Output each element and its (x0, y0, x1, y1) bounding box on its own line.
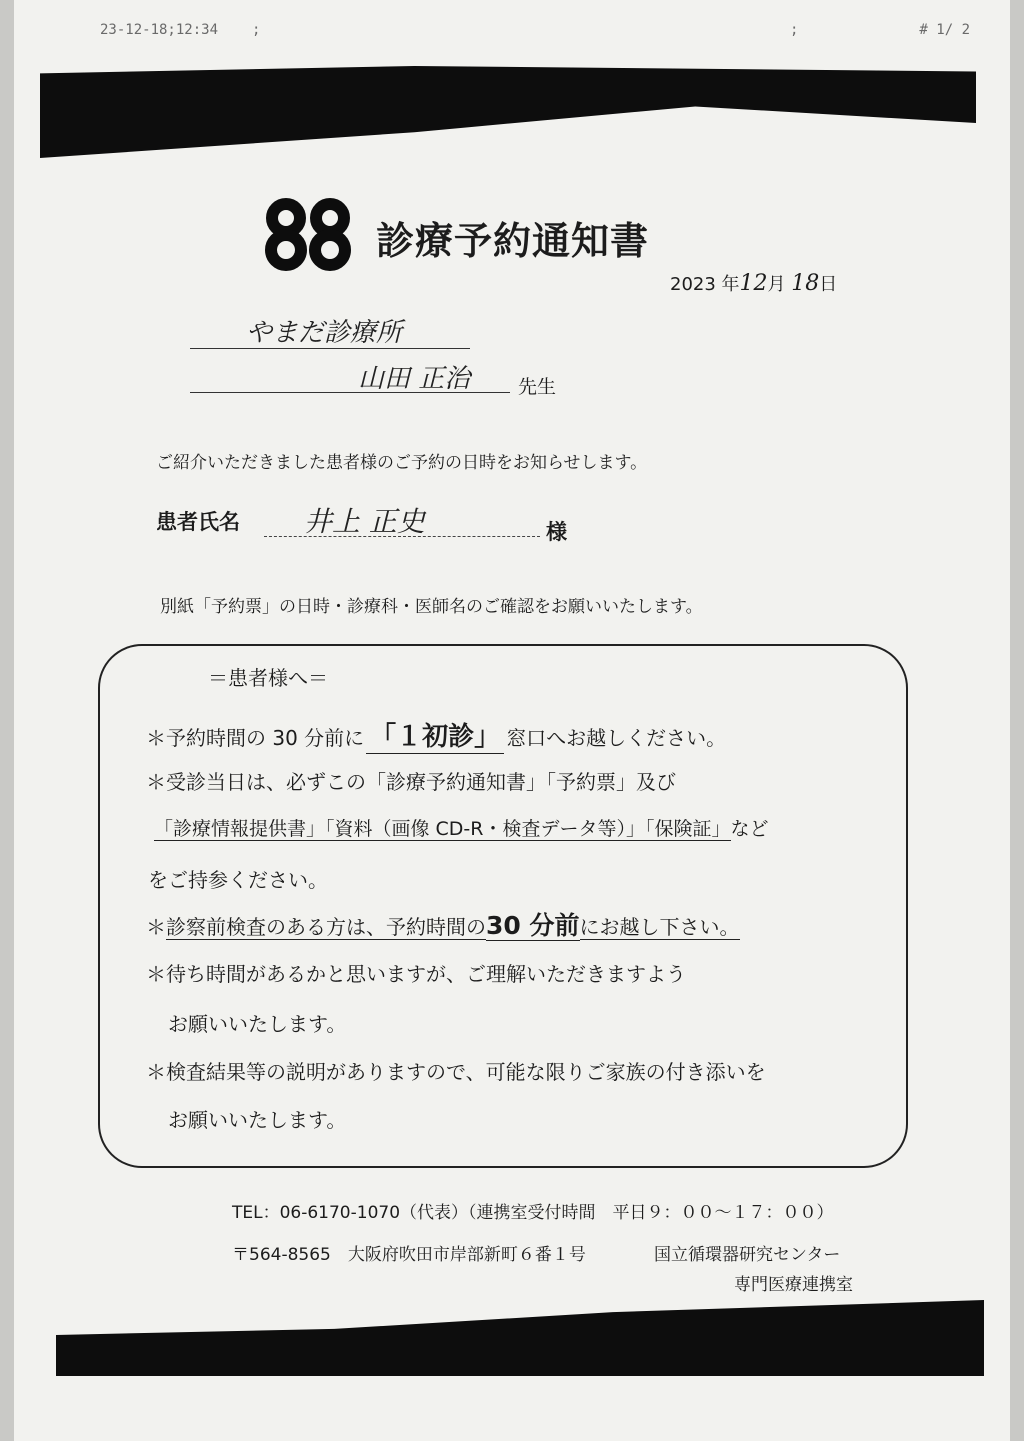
date-day: 18 (791, 271, 820, 296)
date-year-suffix: 年 (721, 274, 740, 295)
notice-line-1-pre: ＊予約時間の 30 分前に (146, 726, 365, 750)
recipient-clinic: やまだ診療所 (246, 318, 403, 348)
notice-line-5-pre: 診察前検査のある方は、予約時間の (166, 915, 486, 939)
footer-organization: 国立循環器研究センター (654, 1245, 841, 1265)
notice-line-9: お願いいたします。 (168, 1108, 347, 1132)
notice-line-7: お願いいたします。 (168, 1012, 347, 1036)
footer-tel: TEL：06-6170-1070（代表）（連携室受付時間 平日９：００～１７：００） (232, 1203, 834, 1223)
date-month: 12 (739, 271, 768, 296)
confirm-text: 別紙「予約票」の日時・診療科・医師名のご確認をお願いいたします。 (160, 597, 703, 617)
first-visit-window-label: 「１初診」 (366, 716, 504, 754)
notice-line-3-items: 「診療情報提供書」「資料（画像 CD-R・検査データ等）」「保険証」 (154, 818, 731, 840)
notice-line-1 (146, 716, 726, 754)
fax-timestamp: 23-12-18;12:34 (100, 22, 219, 38)
notice-line-5 (146, 906, 740, 942)
notice-line-2: ＊受診当日は、必ずこの「診療予約通知書」「予約票」及び (146, 770, 676, 794)
date-day-suffix: 日 (819, 274, 838, 295)
notice-line-8: ＊検査結果等の説明がありますので、可能な限りご家族の付き添いを (146, 1060, 766, 1084)
footer-department: 専門医療連携室 (734, 1275, 853, 1295)
fax-page (14, 0, 1010, 1441)
patient-honorific: 様 (546, 520, 567, 544)
fax-separator-2: ; (790, 22, 799, 38)
fax-separator: ; (252, 22, 261, 38)
recipient-clinic-field (190, 312, 470, 349)
hospital-logo-icon (264, 196, 354, 272)
intro-text: ご紹介いただきました患者様のご予約の日時をお知らせします。 (156, 453, 648, 473)
notice-line-1-post: 窓口へお越しください。 (506, 726, 727, 750)
fax-page-count: # 1/ 2 (919, 22, 970, 38)
recipient-honorific: 先生 (518, 376, 557, 398)
patient-label: 患者氏名 (156, 510, 240, 534)
issue-date (670, 270, 837, 296)
document-title: 診療予約通知書 (376, 219, 650, 263)
date-month-suffix: 月 (767, 274, 786, 295)
notice-line-3 (154, 814, 769, 841)
notice-line-5-post: にお越し下さい。 (579, 915, 740, 939)
notice-heading: ＝患者様へ＝ (208, 666, 328, 690)
patient-name-field (264, 500, 540, 537)
redaction-bar-top (40, 66, 976, 158)
fax-header (100, 22, 970, 42)
notice-line-5-big: 30 分前 (486, 911, 580, 940)
patient-name: 井上 正史 (304, 505, 425, 538)
notice-line-4: をご持参ください。 (148, 868, 328, 892)
date-year: 2023 (670, 274, 716, 295)
notice-line-6: ＊待ち時間があるかと思いますが、ご理解いただきますよう (146, 962, 686, 986)
redaction-bar-bottom (56, 1300, 984, 1376)
recipient-doctor: 山田 正治 (358, 364, 471, 394)
footer-address: 〒564-8565 大阪府吹田市岸部新町６番１号 (232, 1245, 586, 1265)
recipient-doctor-field (190, 358, 510, 393)
notice-line-5-star: ＊ (146, 915, 166, 939)
notice-line-3-post: など (730, 818, 769, 840)
